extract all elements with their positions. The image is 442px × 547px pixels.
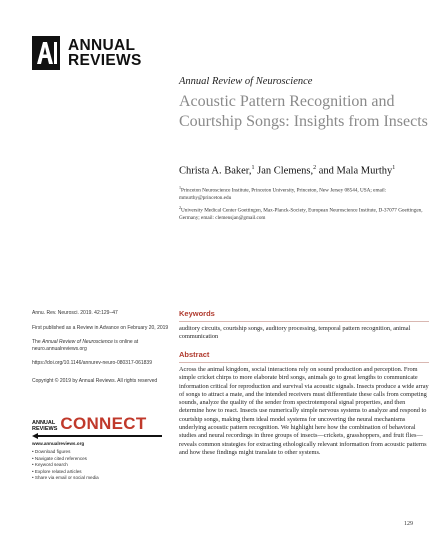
author-affiliation-mark: 2 <box>313 165 317 171</box>
annual-reviews-wordmark: ANNUAL REVIEWS <box>68 37 142 69</box>
connect-features <box>32 449 162 482</box>
author-name: Jan Clemens, <box>254 165 314 177</box>
doi-link[interactable]: https://doi.org/10.1146/annurev-neuro-080317-061839 <box>32 360 152 366</box>
author-affiliation-mark: 1 <box>392 165 396 171</box>
list-item: • Keyword search <box>32 462 68 467</box>
list-item: • Navigate cited references <box>32 455 87 461</box>
citation: Annu. Rev. Neurosci. 2019. 42:129–47 <box>32 310 118 316</box>
connect-title: CONNECT <box>60 414 147 433</box>
connect-brand: ANNUAL REVIEWS <box>32 420 58 432</box>
page-number: 129 <box>404 521 413 527</box>
annual-reviews-logo-icon <box>32 36 60 70</box>
author-name: and Mala Murthy <box>316 165 393 177</box>
article-title: Acoustic Pattern Recognition and Courtship Songs: Insights from Insects <box>179 93 428 130</box>
list-item: • Share via email or social media <box>32 475 99 480</box>
author-list <box>179 165 395 177</box>
connect-box <box>32 404 162 482</box>
author-affiliation-mark: 1 <box>251 165 255 171</box>
connect-header <box>32 404 162 432</box>
connect-url[interactable]: www.annualreviews.org <box>32 441 85 446</box>
list-item: • Explore related articles <box>32 468 82 474</box>
copyright-note: Copyright © 2019 by Annual Reviews. All rights reserved <box>32 378 158 384</box>
keywords-text: auditory circuits, courtship songs, auditory processing, temporal pattern recognition, animal communication <box>179 325 411 340</box>
first-published-note: First published as a Review in Advance on February 20, 2019 <box>32 325 169 331</box>
affiliation-1: $^1$Princeton Neuroscience Institute, Princeton University, Princeton, New Jersey 08544, USA; email: mmurthy@princeton.edu <box>179 185 387 201</box>
abstract-text: Across the animal kingdom, social interactions rely on sound production and perception. From simple cricket chirps to more elaborate bird songs, animals go to great lengths to communicate information critical for reproduction and survival via acoustic signals. Insects produce a wide array of songs to attract a mate, and the intended receivers must differentiate these calls from competing sounds, analyze the quality of the sender from spectrotemporal signal properties, and then determine how to react. Insects use numerically simple nervous systems to analyze and respond to courtship songs, making them ideal model systems for uncovering the neural mechanisms underlying acoustic pattern recognition. We highlight here how the combination of behavioral studies and neural recordings in three groups of insects—crickets, grasshoppers, and fruit flies—reveals common strategies for extracting ethologically relevant information from acoustic patterns and how these findings might translate to other systems. <box>179 366 429 456</box>
arrow-left-icon <box>32 433 162 439</box>
author-name: Christa A. Baker, <box>179 165 252 177</box>
list-item: • Download figures <box>32 449 71 454</box>
keywords-heading: Keywords <box>179 309 215 318</box>
annual-reviews-logo <box>32 36 142 70</box>
affiliation-2: $^2$University Medical Center Goettingen, Max-Planck-Society, European Neuroscience Institute, D-37077 Goettingen, Germany; email: clemensjan@gmail.com <box>179 205 423 221</box>
abstract-heading: Abstract <box>179 350 210 359</box>
online-note: The Annual Review of Neuroscience is online at neuro.annualreviews.org <box>32 339 139 352</box>
divider <box>179 321 429 322</box>
divider <box>179 362 429 363</box>
journal-name: Annual Review of Neuroscience <box>179 76 313 87</box>
